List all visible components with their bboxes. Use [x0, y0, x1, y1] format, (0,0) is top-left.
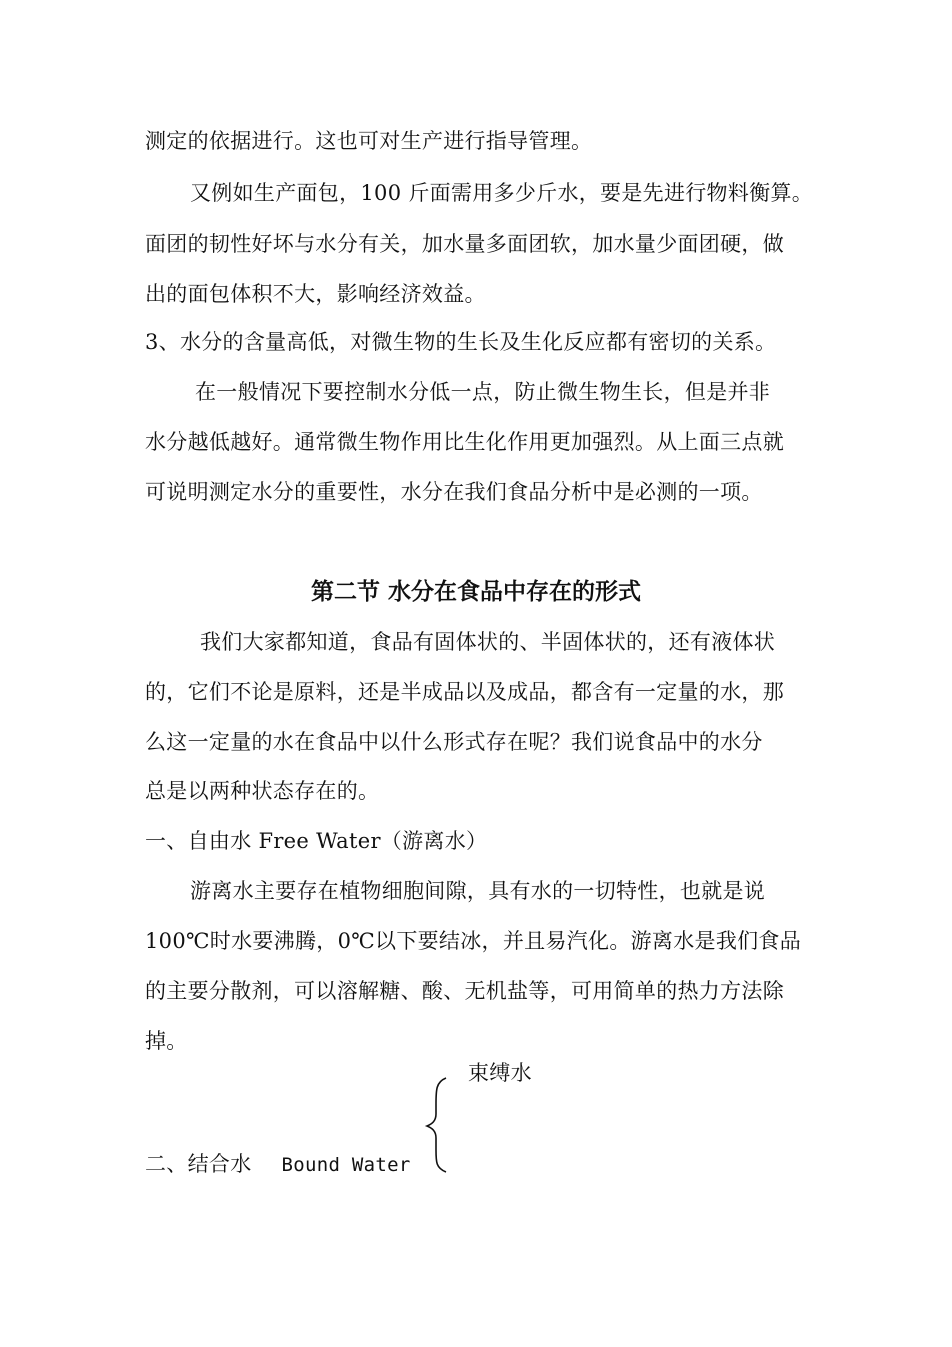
paragraph-line: 么这一定量的水在食品中以什么形式存在呢？我们说食品中的水分	[145, 730, 763, 754]
paragraph-line: 100℃时水要沸腾，0℃以下要结冰，并且易汽化。游离水是我们食品	[145, 929, 802, 953]
paragraph-line: 可说明测定水分的重要性，水分在我们食品分析中是必测的一项。	[145, 480, 763, 504]
paragraph-line: 我们大家都知道，食品有固体状的、半固体状的，还有液体状	[200, 630, 776, 654]
paragraph-line: 的主要分散剂，可以溶解糖、酸、无机盐等，可用简单的热力方法除	[145, 979, 784, 1003]
paragraph-line: 面团的韧性好坏与水分有关，加水量多面团软，加水量少面团硬，做	[145, 232, 784, 256]
paragraph-line: 测定的依据进行。这也可对生产进行指导管理。	[145, 129, 593, 153]
list-item-free-water: 一、自由水 Free Water（游离水）	[145, 829, 488, 853]
numbered-point: 3、水分的含量高低，对微生物的生长及生化反应都有密切的关系。	[145, 330, 777, 354]
paragraph-line: 总是以两种状态存在的。	[145, 779, 380, 803]
paragraph-line: 又例如生产面包，100 斤面需用多少斤水，要是先进行物料衡算。	[190, 181, 814, 205]
bound-water-label: 二、结合水	[145, 1152, 252, 1176]
bound-water-english: Bound Water	[281, 1154, 411, 1176]
paragraph-line: 水分越低越好。通常微生物作用比生化作用更加强烈。从上面三点就	[145, 430, 784, 454]
curly-brace-icon	[424, 1074, 454, 1174]
list-item-bound-water	[145, 1149, 411, 1180]
paragraph-line: 在一般情况下要控制水分低一点，防止微生物生长，但是并非	[195, 380, 771, 404]
paragraph-line: 出的面包体积不大，影响经济效益。	[145, 282, 486, 306]
brace-top-label: 束缚水	[468, 1061, 532, 1085]
paragraph-line: 掉。	[145, 1029, 188, 1053]
paragraph-line: 的，它们不论是原料，还是半成品以及成品，都含有一定量的水，那	[145, 680, 784, 704]
paragraph-line: 游离水主要存在植物细胞间隙，具有水的一切特性，也就是说	[190, 879, 766, 903]
section-heading: 第二节 水分在食品中存在的形式	[310, 579, 641, 605]
